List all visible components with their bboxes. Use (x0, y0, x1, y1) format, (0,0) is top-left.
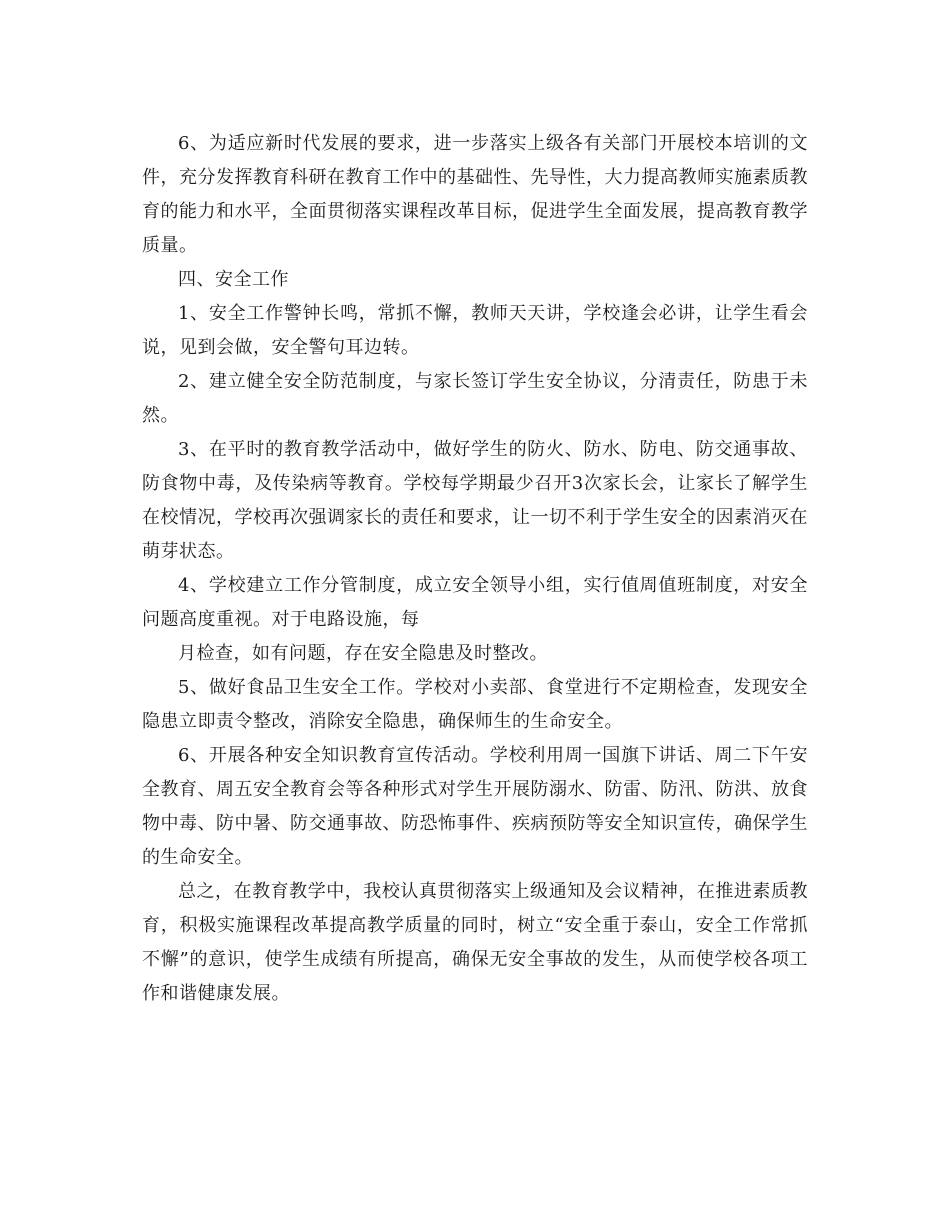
paragraph-safety-4-continuation: 月检查，如有问题，存在安全隐患及时整改。 (178, 643, 548, 664)
paragraph-safety-5: 5、做好食品卫生安全工作。学校对小卖部、食堂进行不定期检查，发现安全隐患立即责令整改，消除安全隐患，确保师生的生命安全。 (142, 677, 808, 732)
paragraph-safety-2: 2、建立健全安全防范制度，与家长签订学生安全协议，分清责任，防患于未然。 (142, 371, 808, 426)
paragraph-safety-3: 3、在平时的教育教学活动中，做好学生的防火、防水、防电、防交通事故、防食物中毒，及传染病等教育。学校每学期最少召开3次家长会，让家长了解学生在校情况，学校再次强调家长的责任和要求，让一切不利于学生安全的因素消灭在萌芽状态。 (142, 439, 808, 562)
paragraph-conclusion: 总之，在教育教学中，我校认真贯彻落实上级通知及会议精神，在推进素质教育，积极实施课程改革提高教学质量的同时，树立“安全重于泰山，安全工作常抓不懈”的意识，使学生成绩有所提高，确保无安全事故的发生，从而使学校各项工作和谐健康发展。 (142, 881, 808, 1004)
section-heading-safety: 四、安全工作 (178, 269, 289, 290)
document-body (142, 127, 808, 1011)
paragraph-teacher-training: 6、为适应新时代发展的要求，进一步落实上级各有关部门开展校本培训的文件，充分发挥教育科研在教育工作中的基础性、先导性，大力提高教师实施素质教育的能力和水平，全面贯彻落实课程改革目标，促进学生全面发展，提高教育教学质量。 (142, 133, 808, 256)
paragraph-safety-1: 1、安全工作警钟长鸣，常抓不懈，教师天天讲，学校逢会必讲，让学生看会说，见到会做，安全警句耳边转。 (142, 303, 808, 358)
paragraph-safety-6: 6、开展各种安全知识教育宣传活动。学校利用周一国旗下讲话、周二下午安全教育、周五安全教育会等各种形式对学生开展防溺水、防雷、防汛、防洪、放食物中毒、防中暑、防交通事故、防恐怖事件、疾病预防等安全知识宣传，确保学生的生命安全。 (142, 745, 808, 868)
paragraph-safety-4: 4、学校建立工作分管制度，成立安全领导小组，实行值周值班制度，对安全问题高度重视。对于电路设施，每 (142, 575, 808, 630)
